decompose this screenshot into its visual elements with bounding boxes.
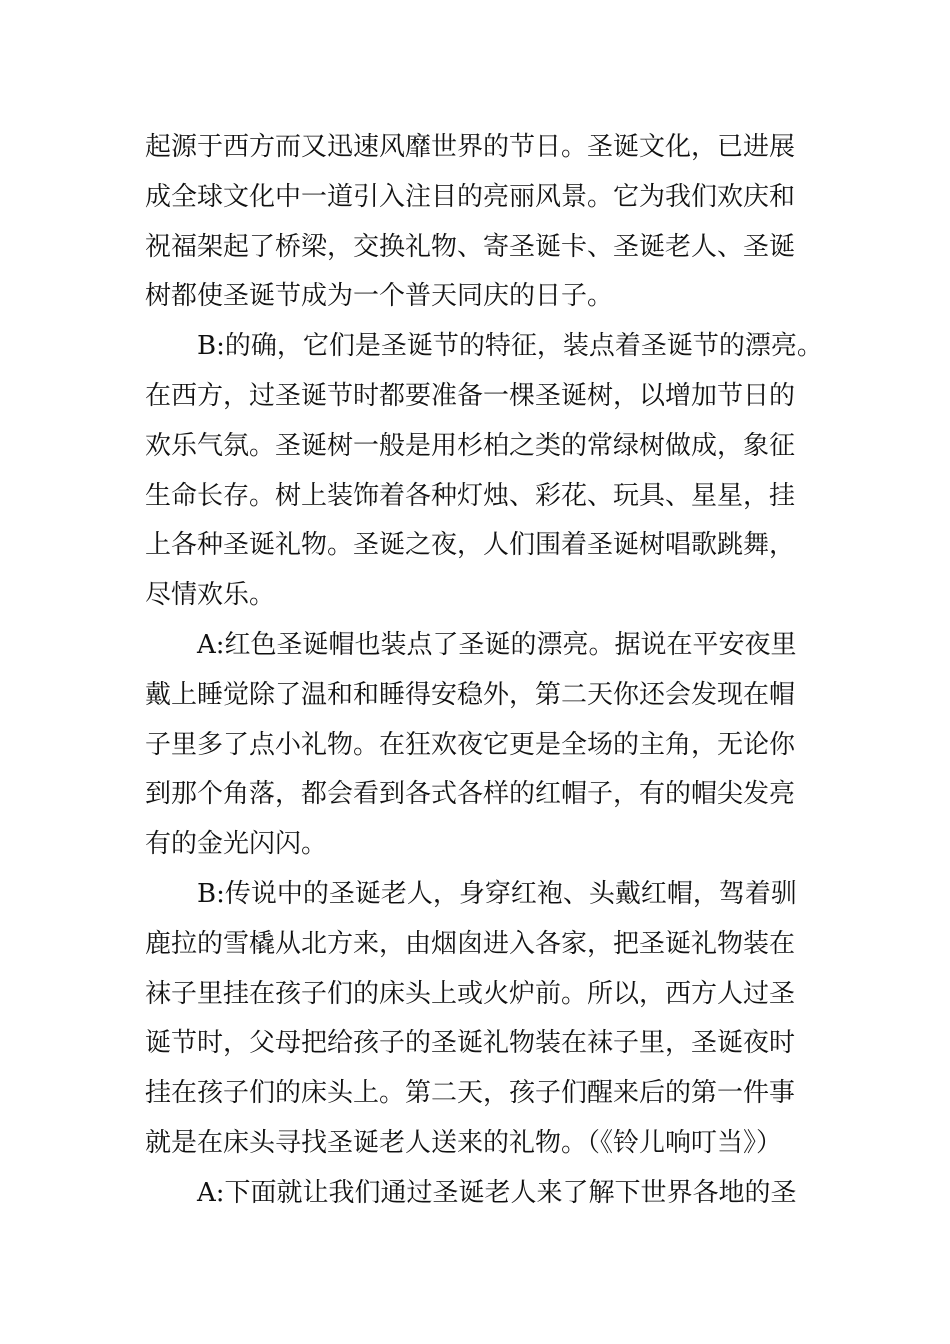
paragraph-first-line: B:传说中的圣诞老人，身穿红袍、头戴红帽，驾着驯 [197, 878, 797, 909]
paragraph-first-line: A:下面就让我们通过圣诞老人来了解下世界各地的圣 [197, 1177, 797, 1208]
text-line: 子里多了点小礼物。在狂欢夜它更是全场的主角，无论你 [145, 729, 796, 760]
paragraph-first-line: A:红色圣诞帽也装点了圣诞的漂亮。据说在平安夜里 [197, 629, 797, 660]
text-line: 成全球文化中一道引入注目的亮丽风景。它为我们欢庆和 [145, 181, 796, 212]
text-line: 戴上睡觉除了温和和睡得安稳外，第二天你还会发现在帽 [145, 679, 796, 710]
text-line: 尽情欢乐。 [145, 580, 276, 611]
text-line: 起源于西方而又迅速风靡世界的节日。圣诞文化，已进展 [145, 132, 796, 162]
text-line: 欢乐气氛。圣诞树一般是用杉柏之类的常绿树做成，象征 [145, 430, 796, 461]
text-line: 鹿拉的雪橇从北方来，由烟囱进入各家，把圣诞礼物装在 [145, 928, 796, 959]
text-line: 生命长存。树上装饰着各种灯烛、彩花、玩具、星星，挂 [145, 480, 796, 511]
text-line: 树都使圣诞节成为一个普天同庆的日子。 [145, 281, 614, 312]
text-line: 在西方，过圣诞节时都要准备一棵圣诞树，以增加节日的 [145, 380, 796, 411]
text-line: 到那个角落，都会看到各式各样的红帽子，有的帽尖发亮 [145, 779, 796, 810]
text-line: 祝福架起了桥梁，交换礼物、寄圣诞卡、圣诞老人、圣诞 [145, 231, 796, 262]
text-line: 有的金光闪闪。 [145, 829, 328, 860]
body-text [145, 123, 823, 1219]
text-line: 上各种圣诞礼物。圣诞之夜，人们围着圣诞树唱歌跳舞， [145, 530, 796, 561]
text-line: 就是在床头寻找圣诞老人送来的礼物。（《铃儿响叮当》） [145, 1127, 783, 1158]
text-line: 袜子里挂在孩子们的床头上或火炉前。所以，西方人过圣 [145, 978, 796, 1009]
paragraph-first-line: B:的确，它们是圣诞节的特征，装点着圣诞节的漂亮。 [197, 331, 823, 362]
text-line: 诞节时，父母把给孩子的圣诞礼物装在袜子里，圣诞夜时 [145, 1028, 796, 1059]
text-line: 挂在孩子们的床头上。第二天，孩子们醒来后的第一件事 [145, 1078, 796, 1109]
